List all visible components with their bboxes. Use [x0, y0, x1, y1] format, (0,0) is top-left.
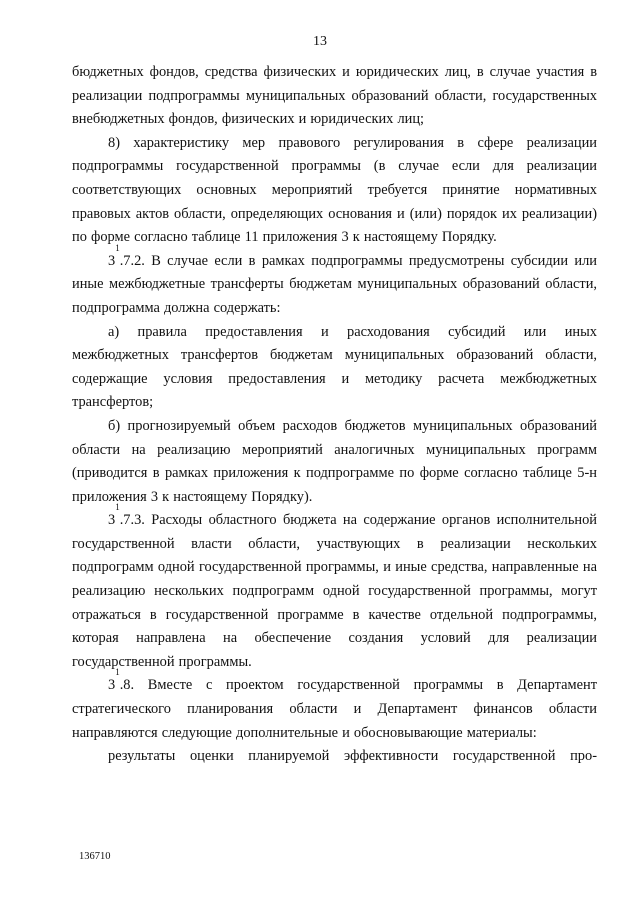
superscript: 1 [115, 502, 120, 513]
document-body [72, 61, 597, 769]
page-number: 13 [313, 34, 327, 49]
superscript: 1 [115, 242, 120, 253]
paragraph-item-8: 8) характеристику мер правового регулирования в сфере реализации подпрограммы государственной программы (в случае если для реализации соответствующих основных мероприятий требуется принятие нормативных правовых актов области, определяющих основания и (или) порядок их реализации) по форме согласно таблице 11 приложения 3 к настоящему Порядку. [72, 134, 597, 246]
document-code: 136710 [79, 851, 111, 862]
paragraph-clause-8: $3^1.8$. Вместе с проектом государственной программы в Департамент стратегического планирования области и Департамент финансов области направляются следующие дополнительные и обосновывающие материалы: [72, 667, 597, 741]
paragraph-results: результаты оценки планируемой эффективности государственной про- [108, 748, 597, 765]
paragraph-item-b: б) прогнозируемый объем расходов бюджетов муниципальных образований области на реализацию мероприятий аналогичных муниципальных программ (приводится в рамках приложения к подпрограмме по форме согласно таблице 5-н приложения 3 к настоящему Порядку). [72, 417, 597, 505]
paragraph-continuation: бюджетных фондов, средства физических и юридических лиц, в случае участия в реализации подпрограммы муниципальных образований области, государственных внебюджетных фондов, физических и юридических лиц; [72, 64, 597, 128]
paragraph-clause-7-2: $3^1.7.2$. В случае если в рамках подпрограммы предусмотрены субсидии или иные межбюджетные трансферты бюджетам муниципальных образований области, подпрограмма должна содержать: [72, 242, 597, 316]
paragraph-item-a: а) правила предоставления и расходования субсидий или иных межбюджетных трансфертов бюджетам муниципальных образований области, содержащие условия предоставления и методику расчета межбюджетных трансфертов; [72, 323, 597, 411]
superscript: 1 [115, 667, 120, 678]
paragraph-clause-7-3: $3^1.7.3$. Расходы областного бюджета на содержание органов исполнительной государственной власти области, участвующих в реализации нескольких подпрограмм одной государственной программы, и иные средства, направленные на реализацию нескольких подпрограмм одной государственной программы, могут отражаться в государственной программе в качестве отдельной подпрограммы, которая направлена на обеспечение создания условий для реализации государственной программы. [72, 502, 597, 670]
